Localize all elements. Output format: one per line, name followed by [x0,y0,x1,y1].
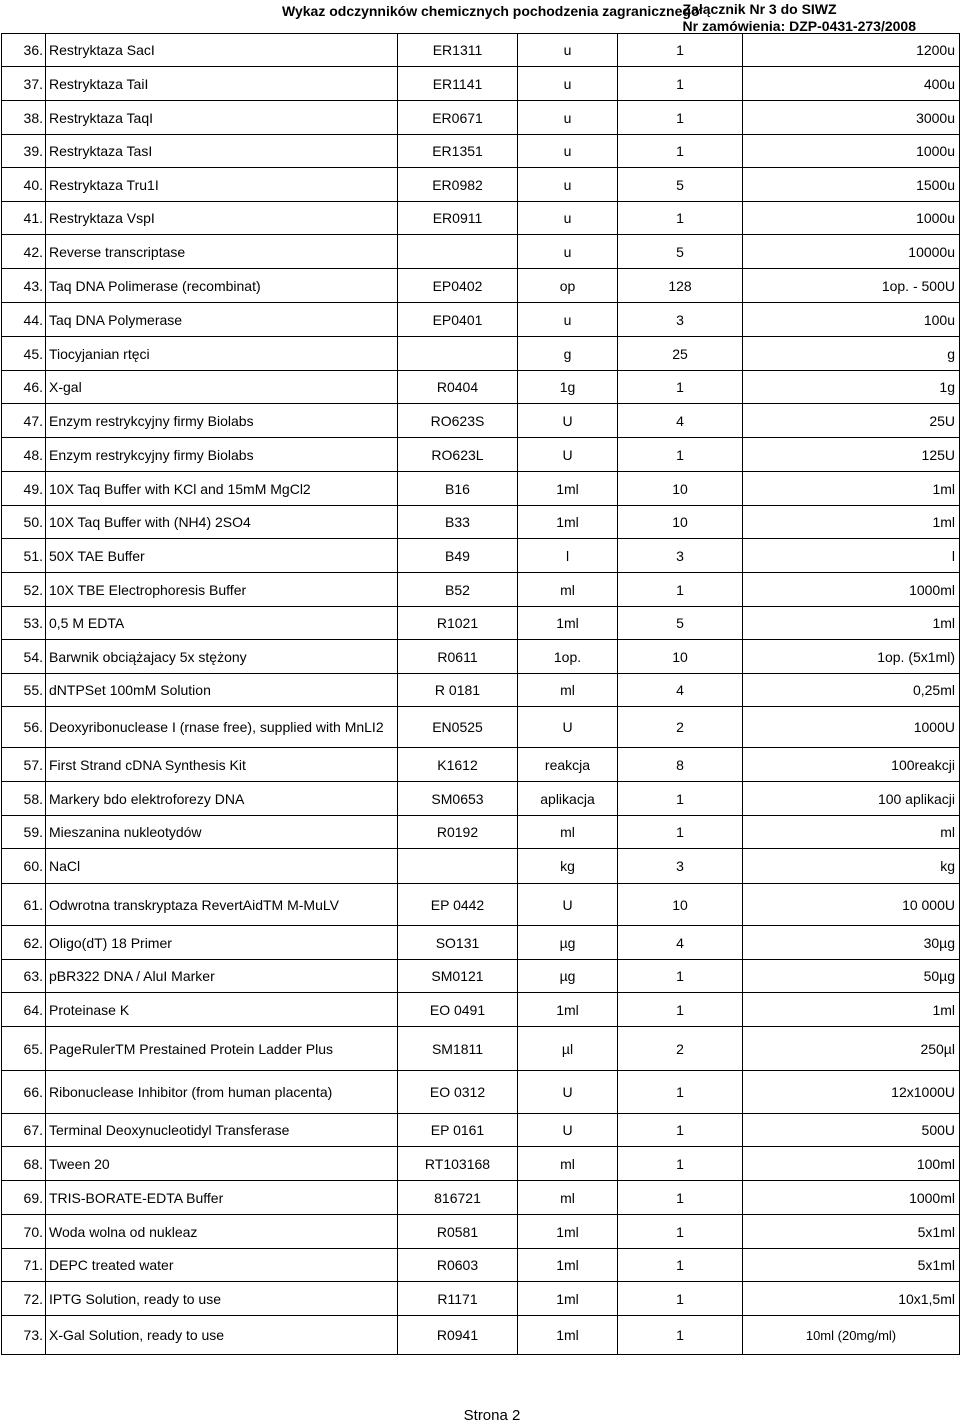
reagent-name-cell: Taq DNA Polimerase (recombinat) [46,269,398,303]
quantity-cell: 1 [618,782,743,816]
unit-cell: ml [518,674,618,707]
catalog-number-cell: RT103168 [398,1147,518,1181]
unit-cell: g [518,337,618,371]
catalog-number-cell: EO 0491 [398,993,518,1027]
catalog-number-cell: SM1811 [398,1027,518,1071]
unit-cell: µg [518,960,618,993]
table-row [2,135,960,168]
package-size-cell: 1000ml [743,573,960,607]
catalog-number-cell: RO623S [398,404,518,438]
table-row [2,607,960,640]
catalog-number-cell: ER1141 [398,67,518,101]
unit-cell: u [518,303,618,337]
row-number-cell: 54. [2,640,46,674]
unit-cell: u [518,168,618,202]
row-number-cell: 67. [2,1114,46,1147]
quantity-cell: 10 [618,640,743,674]
table-row [2,926,960,960]
package-size-cell: 500U [743,1114,960,1147]
reagent-name-cell: Restryktaza TasI [46,135,398,168]
table-row [2,472,960,506]
package-size-cell: l [743,539,960,573]
package-size-cell: 1g [743,371,960,404]
table-row [2,816,960,849]
package-size-cell: 400u [743,67,960,101]
quantity-cell: 3 [618,849,743,884]
catalog-number-cell: R0611 [398,640,518,674]
table-row [2,748,960,782]
catalog-number-cell: B52 [398,573,518,607]
row-number-cell: 59. [2,816,46,849]
row-number-cell: 41. [2,202,46,235]
catalog-number-cell: R1171 [398,1282,518,1316]
unit-cell: 1ml [518,993,618,1027]
package-size-cell: 1op. - 500U [743,269,960,303]
reagent-name-cell: Mieszanina nukleotydów [46,816,398,849]
package-size-cell: 1ml [743,506,960,539]
catalog-number-cell: ER1351 [398,135,518,168]
catalog-number-cell: EO 0312 [398,1071,518,1114]
package-size-cell: 5x1ml [743,1215,960,1249]
catalog-number-cell: B33 [398,506,518,539]
unit-cell: u [518,235,618,269]
reagent-name-cell: Ribonuclease Inhibitor (from human placenta) [46,1071,398,1114]
package-size-cell: 10x1,5ml [743,1282,960,1316]
table-row [2,101,960,135]
row-number-cell: 50. [2,506,46,539]
table-row [2,707,960,748]
quantity-cell: 10 [618,506,743,539]
catalog-number-cell: EP0401 [398,303,518,337]
catalog-number-cell: SM0653 [398,782,518,816]
unit-cell: ml [518,573,618,607]
row-number-cell: 73. [2,1316,46,1355]
unit-cell: U [518,707,618,748]
package-size-cell: 1200u [743,34,960,67]
unit-cell: u [518,34,618,67]
table-row [2,235,960,269]
reagent-name-cell: IPTG Solution, ready to use [46,1282,398,1316]
unit-cell: 1op. [518,640,618,674]
row-number-cell: 58. [2,782,46,816]
quantity-cell: 1 [618,1181,743,1215]
reagent-name-cell: TRIS-BORATE-EDTA Buffer [46,1181,398,1215]
row-number-cell: 71. [2,1249,46,1282]
package-size-cell: 1ml [743,607,960,640]
page-number: Strona 2 [463,1407,521,1424]
quantity-cell: 1 [618,1249,743,1282]
quantity-cell: 1 [618,1114,743,1147]
catalog-number-cell: ER0671 [398,101,518,135]
catalog-number-cell: R0581 [398,1215,518,1249]
package-size-cell: 5x1ml [743,1249,960,1282]
package-size-cell: 0,25ml [743,674,960,707]
reagent-name-cell: Deoxyribonuclease I (rnase free), supplied with MnLI2 [46,707,398,748]
row-number-cell: 68. [2,1147,46,1181]
quantity-cell: 1 [618,67,743,101]
reagent-name-cell: 50X TAE Buffer [46,539,398,573]
package-size-cell: 100reakcji [743,748,960,782]
unit-cell: 1ml [518,1215,618,1249]
quantity-cell: 4 [618,404,743,438]
reagent-name-cell: 10X Taq Buffer with KCl and 15mM MgCl2 [46,472,398,506]
table-row [2,1147,960,1181]
package-size-cell: 100 aplikacji [743,782,960,816]
quantity-cell: 3 [618,303,743,337]
quantity-cell: 2 [618,1027,743,1071]
table-row [2,849,960,884]
quantity-cell: 1 [618,573,743,607]
package-size-cell: 1000u [743,135,960,168]
table-row [2,269,960,303]
reagent-name-cell: 0,5 M EDTA [46,607,398,640]
unit-cell: u [518,135,618,168]
catalog-number-cell: EN0525 [398,707,518,748]
package-size-cell: kg [743,849,960,884]
unit-cell: 1g [518,371,618,404]
table-row [2,640,960,674]
row-number-cell: 69. [2,1181,46,1215]
catalog-number-cell: RO623L [398,438,518,472]
quantity-cell: 1 [618,371,743,404]
reagent-name-cell: Enzym restrykcyjny firmy Biolabs [46,438,398,472]
reagent-name-cell: pBR322 DNA / AluI Marker [46,960,398,993]
quantity-cell: 1 [618,960,743,993]
unit-cell: kg [518,849,618,884]
quantity-cell: 128 [618,269,743,303]
catalog-number-cell: R0941 [398,1316,518,1355]
table-row [2,1282,960,1316]
quantity-cell: 1 [618,1071,743,1114]
catalog-number-cell: ER1311 [398,34,518,67]
table-row [2,506,960,539]
table-row [2,1114,960,1147]
unit-cell: l [518,539,618,573]
table-row [2,1027,960,1071]
package-size-cell: 10 000U [743,884,960,926]
package-size-cell: 50µg [743,960,960,993]
table-row [2,67,960,101]
reagent-name-cell: Proteinase K [46,993,398,1027]
reagent-name-cell: Tween 20 [46,1147,398,1181]
row-number-cell: 42. [2,235,46,269]
unit-cell: reakcja [518,748,618,782]
reagent-name-cell: Restryktaza TaqI [46,101,398,135]
quantity-cell: 5 [618,235,743,269]
unit-cell: U [518,1114,618,1147]
row-number-cell: 43. [2,269,46,303]
package-size-cell: 100u [743,303,960,337]
reagent-name-cell: First Strand cDNA Synthesis Kit [46,748,398,782]
table-row [2,674,960,707]
catalog-number-cell: R0404 [398,371,518,404]
row-number-cell: 53. [2,607,46,640]
unit-cell: u [518,101,618,135]
table-row [2,573,960,607]
catalog-number-cell [398,337,518,371]
quantity-cell: 2 [618,707,743,748]
table-row [2,168,960,202]
row-number-cell: 64. [2,993,46,1027]
quantity-cell: 25 [618,337,743,371]
table-row [2,960,960,993]
table-row [2,782,960,816]
reagent-name-cell: 10X Taq Buffer with (NH4) 2SO4 [46,506,398,539]
row-number-cell: 52. [2,573,46,607]
catalog-number-cell: R1021 [398,607,518,640]
quantity-cell: 1 [618,816,743,849]
catalog-number-cell: SO131 [398,926,518,960]
reagent-name-cell: dNTPSet 100mM Solution [46,674,398,707]
table-row [2,1181,960,1215]
reagent-name-cell: Enzym restrykcyjny firmy Biolabs [46,404,398,438]
table-row [2,1071,960,1114]
row-number-cell: 72. [2,1282,46,1316]
table-row [2,1249,960,1282]
catalog-number-cell: B16 [398,472,518,506]
catalog-number-cell: ER0982 [398,168,518,202]
package-size-cell: 1500u [743,168,960,202]
package-size-cell: g [743,337,960,371]
row-number-cell: 57. [2,748,46,782]
catalog-number-cell: EP 0442 [398,884,518,926]
quantity-cell: 10 [618,884,743,926]
row-number-cell: 44. [2,303,46,337]
row-number-cell: 63. [2,960,46,993]
page-header [0,0,960,34]
unit-cell: U [518,1071,618,1114]
unit-cell: ml [518,1181,618,1215]
unit-cell: ml [518,1147,618,1181]
catalog-number-cell: R 0181 [398,674,518,707]
table-row [2,1316,960,1355]
catalog-number-cell [398,849,518,884]
package-size-cell: 1000ml [743,1181,960,1215]
unit-cell: 1ml [518,1249,618,1282]
unit-cell: 1ml [518,1316,618,1355]
row-number-cell: 62. [2,926,46,960]
table-row [2,404,960,438]
quantity-cell: 4 [618,674,743,707]
quantity-cell: 8 [618,748,743,782]
table-row [2,303,960,337]
row-number-cell: 39. [2,135,46,168]
catalog-number-cell: 816721 [398,1181,518,1215]
package-size-cell: 12x1000U [743,1071,960,1114]
package-size-cell: 10ml (20mg/ml) [743,1316,960,1355]
table-row [2,539,960,573]
unit-cell: op [518,269,618,303]
reagent-name-cell: X-gal [46,371,398,404]
package-size-cell: 25U [743,404,960,438]
quantity-cell: 1 [618,1316,743,1355]
reagent-name-cell: DEPC treated water [46,1249,398,1282]
row-number-cell: 49. [2,472,46,506]
package-size-cell: 100ml [743,1147,960,1181]
catalog-number-cell: SM0121 [398,960,518,993]
quantity-cell: 1 [618,1282,743,1316]
reagent-name-cell: PageRulerTM Prestained Protein Ladder Plus [46,1027,398,1071]
row-number-cell: 38. [2,101,46,135]
quantity-cell: 5 [618,168,743,202]
quantity-cell: 1 [618,438,743,472]
reagent-name-cell: Reverse transcriptase [46,235,398,269]
quantity-cell: 1 [618,101,743,135]
package-size-cell: 1000u [743,202,960,235]
unit-cell: U [518,884,618,926]
row-number-cell: 48. [2,438,46,472]
unit-cell: µg [518,926,618,960]
package-size-cell: 1ml [743,993,960,1027]
package-size-cell: 30µg [743,926,960,960]
unit-cell: u [518,202,618,235]
reagent-name-cell: Restryktaza TaiI [46,67,398,101]
package-size-cell: 1ml [743,472,960,506]
catalog-number-cell: B49 [398,539,518,573]
catalog-number-cell: EP 0161 [398,1114,518,1147]
row-number-cell: 70. [2,1215,46,1249]
table-row [2,993,960,1027]
reagent-name-cell: Woda wolna od nukleaz [46,1215,398,1249]
attachment-label: Załącznik Nr 3 do SIWZ [682,1,837,17]
reagent-name-cell: 10X TBE Electrophoresis Buffer [46,573,398,607]
reagent-name-cell: NaCl [46,849,398,884]
order-number: Nr zamówienia: DZP-0431-273/2008 [682,18,916,34]
row-number-cell: 55. [2,674,46,707]
quantity-cell: 1 [618,34,743,67]
quantity-cell: 1 [618,1147,743,1181]
catalog-number-cell: R0603 [398,1249,518,1282]
quantity-cell: 1 [618,993,743,1027]
catalog-number-cell: R0192 [398,816,518,849]
quantity-cell: 5 [618,607,743,640]
unit-cell: 1ml [518,472,618,506]
row-number-cell: 66. [2,1071,46,1114]
quantity-cell: 4 [618,926,743,960]
quantity-cell: 1 [618,135,743,168]
row-number-cell: 51. [2,539,46,573]
package-size-cell: ml [743,816,960,849]
package-size-cell: 250µl [743,1027,960,1071]
reagent-name-cell: Taq DNA Polymerase [46,303,398,337]
package-size-cell: 10000u [743,235,960,269]
unit-cell: 1ml [518,1282,618,1316]
package-size-cell: 125U [743,438,960,472]
document-title: Wykaz odczynników chemicznych pochodzenia zagranicznego [282,3,700,19]
table-row [2,371,960,404]
row-number-cell: 40. [2,168,46,202]
row-number-cell: 56. [2,707,46,748]
row-number-cell: 46. [2,371,46,404]
reagent-name-cell: Markery bdo elektroforezy DNA [46,782,398,816]
unit-cell: U [518,404,618,438]
reagents-table [1,33,960,1355]
quantity-cell: 1 [618,1215,743,1249]
unit-cell: u [518,67,618,101]
row-number-cell: 36. [2,34,46,67]
table-row [2,438,960,472]
unit-cell: 1ml [518,506,618,539]
catalog-number-cell: K1612 [398,748,518,782]
unit-cell: µl [518,1027,618,1071]
row-number-cell: 65. [2,1027,46,1071]
package-size-cell: 1000U [743,707,960,748]
quantity-cell: 1 [618,202,743,235]
table-row [2,337,960,371]
catalog-number-cell [398,235,518,269]
reagent-name-cell: X-Gal Solution, ready to use [46,1316,398,1355]
row-number-cell: 37. [2,67,46,101]
page-footer [0,1407,960,1424]
unit-cell: 1ml [518,607,618,640]
package-size-cell: 3000u [743,101,960,135]
row-number-cell: 61. [2,884,46,926]
unit-cell: U [518,438,618,472]
catalog-number-cell: ER0911 [398,202,518,235]
table-row [2,1215,960,1249]
unit-cell: aplikacja [518,782,618,816]
reagents-table-body [2,34,960,1355]
package-size-cell: 1op. (5x1ml) [743,640,960,674]
reagent-name-cell: Odwrotna transkryptaza RevertAidTM M-MuLV [46,884,398,926]
table-row [2,34,960,67]
reagent-name-cell: Restryktaza VspI [46,202,398,235]
reagent-name-cell: Barwnik obciążajacy 5x stężony [46,640,398,674]
catalog-number-cell: EP0402 [398,269,518,303]
reagent-name-cell: Terminal Deoxynucleotidyl Transferase [46,1114,398,1147]
reagent-name-cell: Restryktaza Tru1I [46,168,398,202]
quantity-cell: 10 [618,472,743,506]
row-number-cell: 60. [2,849,46,884]
reagent-name-cell: Tiocyjanian rtęci [46,337,398,371]
reagent-name-cell: Oligo(dT) 18 Primer [46,926,398,960]
row-number-cell: 45. [2,337,46,371]
table-row [2,202,960,235]
unit-cell: ml [518,816,618,849]
row-number-cell: 47. [2,404,46,438]
header-right-block [683,1,916,35]
quantity-cell: 3 [618,539,743,573]
reagent-name-cell: Restryktaza SacI [46,34,398,67]
table-row [2,884,960,926]
